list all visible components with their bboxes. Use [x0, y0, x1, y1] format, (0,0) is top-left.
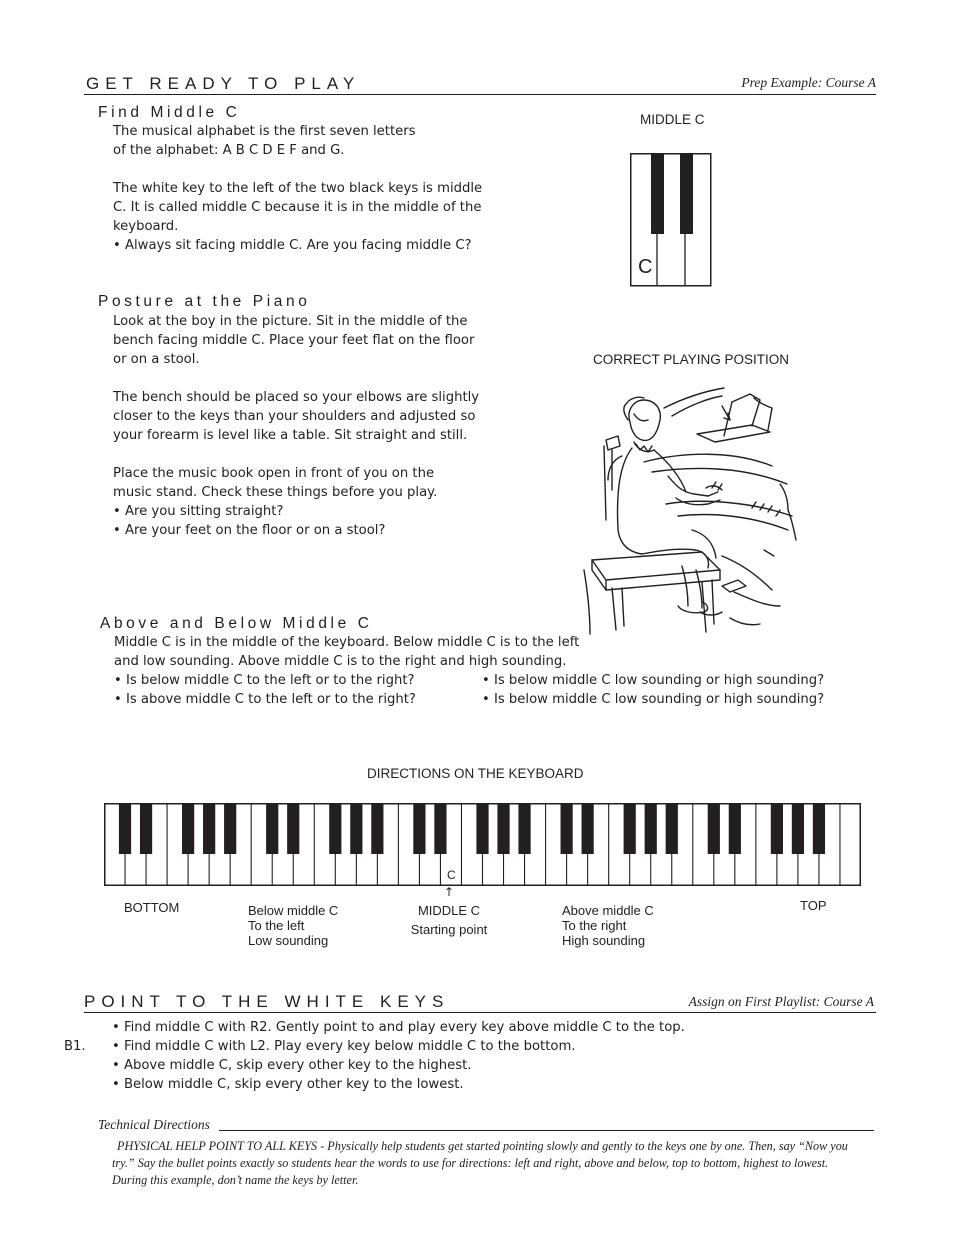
- text-line: Place the music book open in front of you on the: [113, 466, 435, 481]
- text-line: music stand. Check these things before you play.: [113, 485, 438, 500]
- text-line: of the alphabet: A B C D E F and G.: [113, 143, 345, 158]
- black-key: [224, 804, 236, 854]
- label-line: MIDDLE C: [417, 903, 481, 918]
- black-key: [329, 804, 341, 854]
- text-line: closer to the keys than your shoulders and adjusted so: [113, 409, 476, 424]
- caption-correct-playing-position: CORRECT PLAYING POSITION: [593, 352, 790, 367]
- above-below-bullets-right: [482, 671, 824, 709]
- label-line: To the right: [562, 918, 627, 933]
- middle-c-keys-drawing: [630, 153, 712, 287]
- black-key: [680, 154, 693, 234]
- black-key: [371, 804, 383, 854]
- black-key: [813, 804, 825, 854]
- black-key: [645, 804, 657, 854]
- label-line: High sounding: [562, 933, 646, 948]
- black-key: [203, 804, 215, 854]
- label-line: Low sounding: [248, 933, 329, 948]
- bullet-item: • Below middle C, skip every other key to the lowest.: [112, 1077, 464, 1092]
- black-key: [561, 804, 573, 854]
- section-title-point-white-keys: POINT TO THE WHITE KEYS: [84, 992, 450, 1011]
- label-bottom: BOTTOM: [124, 900, 180, 915]
- section-rule: [84, 1012, 876, 1013]
- black-key: [708, 804, 720, 854]
- example-label-b1: B1.: [64, 1039, 86, 1054]
- black-key: [287, 804, 299, 854]
- bullet-item: • Is below middle C low sounding or high sounding?: [482, 692, 825, 707]
- label-line: Starting point: [410, 922, 488, 937]
- black-key: [434, 804, 446, 854]
- boy-at-piano-drawing: [582, 380, 807, 642]
- above-below-text: [114, 633, 579, 671]
- label-middle-c: [408, 903, 490, 937]
- text-line: and low sounding. Above middle C is to the right and high sounding.: [114, 654, 567, 669]
- caption-directions-on-keyboard: DIRECTIONS ON THE KEYBOARD: [367, 766, 584, 781]
- heading-posture: Posture at the Piano: [98, 293, 311, 310]
- black-key: [140, 804, 152, 854]
- black-key: [497, 804, 509, 854]
- black-key: [651, 154, 664, 234]
- above-below-bullets-left: [114, 671, 416, 709]
- text-line: or on a stool.: [113, 352, 200, 367]
- playing-position-illustration: [582, 380, 807, 642]
- black-key: [476, 804, 488, 854]
- heading-above-below: Above and Below Middle C: [100, 615, 373, 632]
- text-line: The bench should be placed so your elbows are slightly: [113, 390, 480, 405]
- black-key: [582, 804, 594, 854]
- middle-c-keys-figure: [630, 153, 712, 287]
- bullet-item: • Find middle C with L2. Play every key below middle C to the bottom.: [112, 1039, 576, 1054]
- text-line: PHYSICAL HELP POINT TO ALL KEYS - Physically help students get started pointing slowly and gently to the keys one by one. Then, say “Now you: [117, 1139, 848, 1153]
- caption-middle-c: MIDDLE C: [640, 112, 705, 127]
- keyboard-drawing: [104, 803, 861, 886]
- label-line: Below middle C: [248, 903, 339, 918]
- text-line: bench facing middle C. Place your feet flat on the floor: [113, 333, 475, 348]
- technical-rule: [219, 1130, 874, 1131]
- black-key: [729, 804, 741, 854]
- black-key: [666, 804, 678, 854]
- section-title-get-ready: GET READY TO PLAY: [86, 74, 361, 93]
- section-rule: [84, 94, 876, 95]
- black-key: [350, 804, 362, 854]
- text-line: Look at the boy in the picture. Sit in the middle of the: [113, 314, 468, 329]
- label-line: To the left: [248, 918, 305, 933]
- label-top: TOP: [800, 898, 827, 913]
- bullet-item: • Is below middle C to the left or to the right?: [114, 673, 415, 688]
- black-key: [266, 804, 278, 854]
- text-line: The white key to the left of the two black keys is middle: [113, 181, 483, 196]
- section-note-prep-example: Prep Example: Course A: [741, 75, 876, 90]
- black-key: [119, 804, 131, 854]
- text-line: Middle C is in the middle of the keyboard. Below middle C is to the left: [114, 635, 580, 650]
- posture-text: [113, 312, 479, 540]
- technical-directions-text: [112, 1138, 872, 1189]
- text-line: C. It is called middle C because it is in the middle of the: [113, 200, 482, 215]
- heading-find-middle-c: Find Middle C: [98, 104, 241, 121]
- black-key: [771, 804, 783, 854]
- key-letter-c: C: [638, 256, 653, 278]
- technical-directions-heading: Technical Directions: [98, 1117, 210, 1132]
- section-note-assign: Assign on First Playlist: Course A: [688, 994, 874, 1009]
- keyboard-key-letter-c: C: [446, 868, 456, 882]
- text-line: • Are your feet on the floor or on a stool?: [113, 523, 386, 538]
- label-above-middle-c: [562, 903, 654, 948]
- black-key: [624, 804, 636, 854]
- bullet-item: • Above middle C, skip every other key to the highest.: [112, 1058, 472, 1073]
- bullet-item: • Find middle C with R2. Gently point to and play every key above middle C to the top.: [112, 1020, 685, 1035]
- full-keyboard-figure: [104, 803, 861, 886]
- text-line: keyboard.: [113, 219, 179, 234]
- middle-c-arrow-icon: ↑: [444, 885, 455, 899]
- bullet-item: • Is above middle C to the left or to the right?: [114, 692, 416, 707]
- black-key: [413, 804, 425, 854]
- point-white-keys-text: [112, 1018, 685, 1094]
- black-key: [182, 804, 194, 854]
- text-line: The musical alphabet is the first seven letters: [113, 124, 416, 139]
- find-middle-c-text: [113, 122, 482, 255]
- black-key: [518, 804, 530, 854]
- black-key: [792, 804, 804, 854]
- label-below-middle-c: [248, 903, 338, 948]
- text-line: • Always sit facing middle C. Are you facing middle C?: [113, 238, 472, 253]
- bullet-item: • Is below middle C low sounding or high sounding?: [482, 673, 825, 688]
- label-line: Above middle C: [562, 903, 654, 918]
- text-line: • Are you sitting straight?: [113, 504, 284, 519]
- text-line: your forearm is level like a table. Sit straight and still.: [113, 428, 468, 443]
- text-line: try.” Say the bullet points exactly so students hear the words to use for directions: left and right, above and below, top to bottom, highest to lowest.: [112, 1156, 829, 1170]
- text-line: During this example, don’t name the keys by letter.: [112, 1173, 359, 1187]
